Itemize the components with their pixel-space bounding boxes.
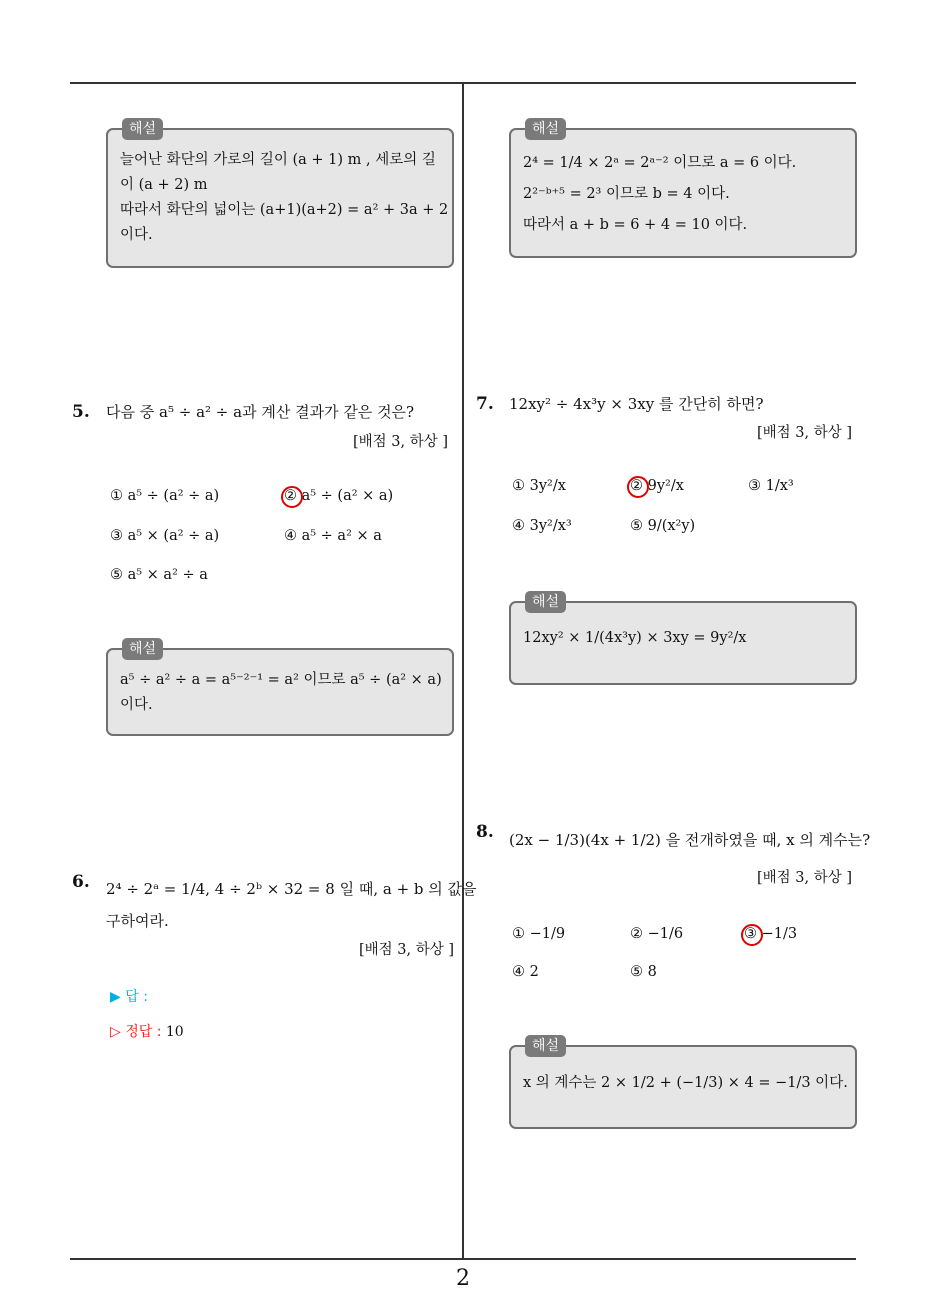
bottom-rule	[70, 1258, 856, 1260]
answer-circle-mark	[741, 924, 763, 946]
choice-3[interactable]: ③ a⁵ × (a² ÷ a)	[110, 528, 220, 544]
question-text: 구하여라.	[106, 912, 169, 930]
choice-1[interactable]: ① −1/9	[512, 926, 566, 942]
choice-1[interactable]: ① a⁵ ÷ (a² ÷ a)	[110, 488, 220, 504]
choice-1[interactable]: ① 3y²/x	[512, 478, 566, 494]
correct-answer-value: 10	[165, 1024, 184, 1040]
solution-box-8	[509, 1038, 857, 1129]
column-divider	[462, 84, 464, 1258]
answer-circle-mark	[281, 486, 303, 508]
question-score: [배점 3, 하상 ]	[756, 870, 852, 886]
question-number: 6.	[72, 872, 90, 892]
solution-line: 12xy² × 1/(4x³y) × 3xy = 9y²/x	[523, 630, 747, 646]
choice-4[interactable]: ④ 3y²/x³	[512, 518, 572, 534]
question-number: 8.	[476, 822, 494, 842]
answer-circle-mark	[627, 476, 649, 498]
solution-tag: 해설	[122, 638, 163, 660]
question-score: [배점 3, 하상 ]	[358, 942, 454, 958]
solution-line: 2⁴ = 1/4 × 2ᵃ = 2ᵃ⁻² 이므로 a = 6 이다.	[523, 155, 797, 171]
choice-5[interactable]: ⑤ a⁵ × a² ÷ a	[110, 567, 208, 583]
solution-box-7	[509, 594, 857, 685]
solution-line: 이다.	[120, 697, 153, 713]
solution-line: 이 (a + 2) m	[120, 177, 208, 193]
solution-line: 2²⁻ᵇ⁺⁵ = 2³ 이므로 b = 4 이다.	[523, 186, 730, 202]
solution-tag: 해설	[525, 591, 566, 613]
page-number: 2	[456, 1266, 470, 1291]
choice-2[interactable]: ② −1/6	[630, 926, 684, 942]
solution-line: a⁵ ÷ a² ÷ a = a⁵⁻²⁻¹ = a² 이므로 a⁵ ÷ (a² × a)	[120, 672, 442, 688]
solution-line: 이다.	[120, 227, 153, 243]
solution-tag: 해설	[525, 118, 566, 140]
solution-line: 늘어난 화단의 가로의 길이 (a + 1) m , 세로의 길	[120, 152, 436, 168]
question-text: 2⁴ ÷ 2ᵃ = 1/4, 4 ÷ 2ᵇ × 32 = 8 일 때, a + b 의 값을	[106, 880, 477, 898]
choice-5[interactable]: ⑤ 8	[630, 964, 657, 980]
correct-answer-label	[110, 1021, 184, 1041]
answer-input-label[interactable]: ▶ 답 :	[110, 989, 148, 1005]
solution-tag: 해설	[525, 1035, 566, 1057]
choice-3[interactable]: ③ 1/x³	[748, 478, 794, 494]
solution-line: x 의 계수는 2 × 1/2 + (−1/3) × 4 = −1/3 이다.	[523, 1075, 848, 1091]
choice-3[interactable]: ③ −1/3	[744, 926, 798, 942]
solution-tag: 해설	[122, 118, 163, 140]
choice-5[interactable]: ⑤ 9/(x²y)	[630, 518, 696, 534]
solution-box-6	[509, 121, 857, 258]
choice-4[interactable]: ④ 2	[512, 964, 539, 980]
question-number: 5.	[72, 402, 90, 422]
solution-line: 따라서 화단의 넓이는 (a+1)(a+2) = a² + 3a + 2	[120, 202, 449, 218]
question-score: [배점 3, 하상 ]	[352, 434, 448, 450]
solution-box-4	[106, 121, 454, 268]
choice-2[interactable]: ② a⁵ ÷ (a² × a)	[284, 488, 394, 504]
question-text: 12xy² ÷ 4x³y × 3xy 를 간단히 하면?	[509, 395, 764, 413]
question-number: 7.	[476, 394, 494, 414]
choice-2[interactable]: ② 9y²/x	[630, 478, 684, 494]
choice-4[interactable]: ④ a⁵ ÷ a² × a	[284, 528, 382, 544]
correct-answer-prefix: ▷ 정답 :	[110, 1024, 162, 1040]
question-score: [배점 3, 하상 ]	[756, 425, 852, 441]
solution-line: 따라서 a + b = 6 + 4 = 10 이다.	[523, 217, 748, 233]
solution-box-5	[106, 641, 454, 736]
question-text: 다음 중 a⁵ ÷ a² ÷ a과 계산 결과가 같은 것은?	[106, 403, 415, 421]
question-text: (2x − 1/3)(4x + 1/2) 을 전개하였을 때, x 의 계수는?	[509, 831, 871, 849]
